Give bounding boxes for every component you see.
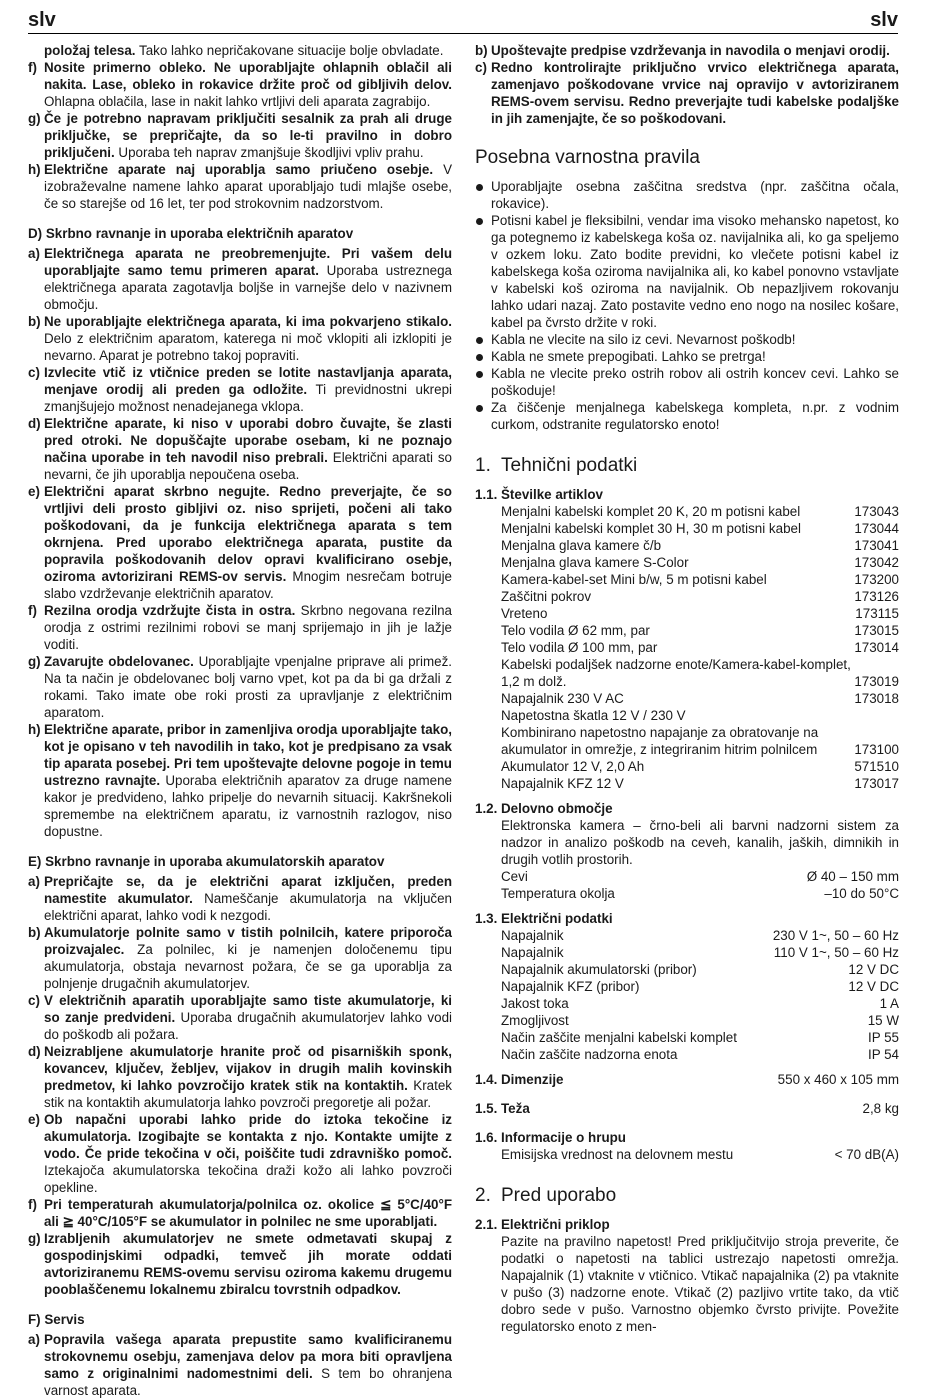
list-item: [28, 873, 452, 924]
item-label: e): [28, 1112, 40, 1127]
table-row: [501, 758, 899, 775]
row-name: Menjalni kabelski komplet 30 H, 30 m potisni kabel: [501, 521, 801, 536]
table-row: [501, 673, 899, 690]
row-name: Napajalnik akumulatorski (pribor): [501, 962, 697, 977]
language-code-left: slv: [28, 9, 56, 31]
list-item: [28, 415, 452, 483]
noise-heading: 1.6. Informacije o hrupu: [475, 1130, 626, 1145]
bullet-text: Uporabljajte osebna zaščitna sredstva (npr. zaščitna očala, rokavice).: [491, 179, 899, 211]
section-e-items: [28, 873, 452, 1298]
item-bold-text: Nosite primerno obleko. Ne uporabljajte ohlapnih oblačil ali nakita. Lase, obleko in rokavice držite proč od gibljivih delov.: [44, 60, 452, 92]
list-item: [475, 59, 899, 127]
item-bold-text: Neizrabljene akumulatorje hranite proč od pisarniških sponk, kovancev, ključev, žebljev, vijakov in drugih malih kovinskih predmetov, ki lahko povzročijo kratek stik na kontaktih.: [44, 1044, 452, 1093]
item-label: h): [28, 162, 41, 177]
item-bold-text: Redno kontrolirajte priključno vrvico električnega aparata, zamenjavo poškodovane vrvice naj opravijo v avtoriziranem REMS-ovem servisu. Redno preverjajte tudi kabelske podaljške in jih zamenjajte, če so poškodovani.: [491, 60, 899, 126]
item-label: c): [28, 993, 40, 1008]
item-bold-text: Rezilna orodja vzdržujte čista in ostra.: [44, 603, 296, 618]
item-bold-text: Ob napačni uporabi lahko pride do iztoka tekočine iz akumulatorja. Izogibajte se kontakta z njo. Kontakte umijte z vodo. Če pride tekočina v oči, poiščite tudi zdravniško pomoč.: [44, 1112, 452, 1161]
row-name: Napajalnik KFZ (pribor): [501, 979, 640, 994]
bullet-item: [475, 212, 899, 331]
item-text: Ti previdnostni ukrepi zmanjšujejo možnost nenadejanega vklopa.: [44, 382, 452, 414]
language-code-right: slv: [870, 9, 898, 31]
row-value: 173042: [854, 555, 899, 570]
table-row: [501, 707, 899, 724]
bullet-text: Kabla ne smete prepogibati. Lahko se pretrga!: [491, 349, 766, 364]
row-value: 173041: [854, 538, 899, 553]
list-item: [28, 653, 452, 721]
row-value: 173014: [854, 640, 899, 655]
item-label: c): [28, 365, 40, 380]
item-bold-text: Če je potrebno napravam priključiti sesalnik za prah ali druge priključke, se prepričajte, da so le-ti pravilno in dobro priključeni.: [44, 111, 452, 160]
bullet-dot-icon: [475, 178, 491, 212]
list-item: [28, 721, 452, 840]
item-text: Delo z električnim aparatom, katerega ni moč vklopiti ali izklopiti je nevarno. Aparat je potrebno takoj popraviti.: [44, 331, 452, 363]
noise-table: [475, 1146, 899, 1163]
item-text: Uporabljajte vpenjalne priprave ali primež. Na ta način je obdelovanec bolj varno vpet, kot pa da bi ga držali z rokami. Tako imate obe roki prosti za upravljanje z električnim aparatom.: [44, 654, 452, 720]
list-item: [28, 1111, 452, 1196]
row-value: 173115: [855, 606, 899, 621]
row-name: Temperatura okolja: [501, 886, 615, 901]
bullet-text: Kabla ne vlecite preko ostrih robov ali ostrih koncev cevi. Lahko se poškoduje!: [491, 366, 899, 398]
bullet-text: Potisni kabel je fleksibilni, vendar ima visoko mehansko napetost, ko ga potegnemo iz kabelskega koša oz. navijalnika ali, ko ga speljemo v ozkem loku. Zato bodite previdni, ko vlečete potisni kabel iz kabelskega koša oziroma navijalnika ali, ko kabel ponovno vstavljate v kabelski koš oziroma na navijalnik. Ob nepazljivem rokovanju lahko udari nazaj. Zato postavite vedno eno nogo na nosilec košare, kabel pa čvrsto držite v roki.: [491, 213, 899, 330]
list-item: [28, 42, 452, 59]
electrical-connection-text: Pazite na pravilno napetost! Pred priključitvijo stroja preverite, če podatki o napetosti na tablici ustrezajo napetosti omrežja. Napajalnik (1) vtaknite v vtičnico. Vtikač napajalnika (2) pa vtaknite v pušo (3) nadzorne enote. Vtikač (2) pazljivo vrtite tako, da vtič dobro sede v pušo. Varnostno objemko čvrsto privijte. Povežite regulatorsko enoto z men-: [501, 1234, 899, 1334]
table-row: [501, 1029, 899, 1046]
section-d-items: [28, 245, 452, 840]
table-row: [501, 639, 899, 656]
row-name: Telo vodila Ø 62 mm, par: [501, 623, 650, 638]
item-text: Tako lahko nepričakovane situacije bolje obvladate.: [135, 43, 444, 58]
row-value: 1 A: [879, 996, 899, 1011]
table-row: [501, 885, 899, 902]
dimensions-value: 550 x 460 x 105 mm: [777, 1072, 899, 1087]
table-row: [501, 656, 899, 673]
item-bold-text: Električne aparate naj uporablja samo priučeno osebje.: [44, 162, 434, 177]
row-name: 1,2 m dolž.: [501, 674, 567, 689]
special-safety-bullets: [475, 178, 899, 433]
item-label: f): [28, 60, 37, 75]
row-value: 173017: [854, 776, 899, 791]
table-row: [501, 690, 899, 707]
item-text: V izobraževalne namene lahko aparat uporabljajo tudi mlajše osebe, če so starejše od 16 let, ter pod strokovnim nadzorstvom.: [44, 162, 452, 211]
item-text: Uporaba električnih aparatov za druge namene kakor je predvideno, lahko pripelje do nevarnih situacij. Kakršnekoli spremembe na električnem aparatu, iz varnostnih razlogov, niso dopustne.: [44, 773, 452, 839]
item-label: b): [475, 43, 488, 58]
row-name: Napajalnik: [501, 945, 564, 960]
row-name: Menjalna glava kamere č/b: [501, 538, 662, 553]
list-item: [28, 1331, 452, 1399]
item-label: e): [28, 484, 40, 499]
row-name: Emisijska vrednost na delovnem mestu: [501, 1147, 734, 1162]
row-name: Način zaščite nadzorna enota: [501, 1047, 678, 1062]
item-bold-text: položaj telesa.: [44, 43, 136, 58]
bullet-item: [475, 178, 899, 212]
row-value: 173015: [854, 623, 899, 638]
item-bold-text: V električnih aparatih uporabljajte samo tiste akumulatorje, ki so zanje predvideni.: [44, 993, 452, 1025]
item-text: Električni aparati so nevarni, če jih uporablja nepoučena oseba.: [44, 450, 452, 482]
row-value: 173200: [854, 572, 899, 587]
row-name: Napetostna škatla 12 V / 230 V: [501, 708, 686, 723]
item-label: b): [28, 314, 41, 329]
table-row: [501, 724, 899, 741]
before-use-heading: 2. Pred uporabo: [475, 1185, 617, 1206]
item-label: f): [28, 603, 37, 618]
item-bold-text: Prepričajte se, da je električni aparat izključen, preden namestite akumulator.: [44, 874, 452, 906]
row-name: Napajalnik: [501, 928, 564, 943]
row-value: 12 V DC: [848, 962, 899, 977]
item-label: a): [28, 1332, 40, 1347]
item-label: g): [28, 654, 41, 669]
electrical-table: [475, 927, 899, 1063]
row-name: Kombinirano napetostno napajanje za obratovanje na: [501, 725, 819, 740]
articles-table: [475, 503, 899, 792]
special-safety-heading: Posebna varnostna pravila: [475, 147, 700, 168]
bullet-text: Kabla ne vlecite na silo iz cevi. Nevarnost poškodb!: [491, 332, 796, 347]
table-row: [501, 537, 899, 554]
list-item: [28, 1043, 452, 1111]
item-text: Uporaba drugačnih akumulatorjev lahko vodi do poškodb ali požara.: [44, 1010, 452, 1042]
row-value: 173044: [854, 521, 899, 536]
row-value: 173126: [854, 589, 899, 604]
item-label: g): [28, 1231, 41, 1246]
list-item: [28, 924, 452, 992]
item-bold-text: Električnega aparata ne preobremenjujte. Pri vašem delu uporabljajte samo temu primeren aparat.: [44, 246, 452, 278]
row-value: 12 V DC: [848, 979, 899, 994]
table-row: [501, 520, 899, 537]
item-bold-text: Ne uporabljajte električnega aparata, ki ima pokvarjeno stikalo.: [44, 314, 452, 329]
item-text: Kratek stik na kontaktih akumulatorja lahko povzroči pregoretje ali požar.: [44, 1078, 452, 1110]
bullet-dot-icon: [475, 212, 491, 331]
item-bold-text: Upoštevajte predpise vzdrževanja in navodila o menjavi orodij.: [491, 43, 890, 58]
item-text: Za polnilec, ki je namenjen določenemu tipu akumulatorja, obstaja nevarnost požara, če se ga uporablja za polnjenje drugačnih akumulatorjev.: [44, 942, 452, 991]
row-name: akumulator in omrežje, z integriranim hitrim polnilcem: [501, 742, 818, 757]
row-name: Jakost toka: [501, 996, 569, 1011]
row-name: Telo vodila Ø 100 mm, par: [501, 640, 658, 655]
item-bold-text: Zavarujte obdelovanec.: [44, 654, 194, 669]
table-row: [501, 1146, 899, 1163]
list-item: [28, 110, 452, 161]
item-label: d): [28, 1044, 41, 1059]
table-row: [501, 503, 899, 520]
section-f-title: F) Servis: [28, 1312, 85, 1327]
section-d-title: D) Skrbno ravnanje in uporaba električnih aparatov: [28, 226, 354, 241]
item-label: a): [28, 874, 40, 889]
item-label: h): [28, 722, 41, 737]
item-bold-text: Akumulatorje polnite samo v tistih polnilcih, katere priporoča proizvajalec.: [44, 925, 452, 957]
row-value: 230 V 1~, 50 – 60 Hz: [772, 928, 899, 943]
row-name: Napajalnik KFZ 12 V: [501, 776, 624, 791]
item-bold-text: Električne aparate, ki niso v uporabi dobro čuvajte, še zlasti pred otroki. Ne dopuščajte uporabe osebam, ki ne poznajo načina uporabe in teh navodil niso prebrali.: [44, 416, 452, 465]
list-item: [28, 364, 452, 415]
bullet-item: [475, 365, 899, 399]
item-text: S tem bo ohranjena varnost aparata.: [44, 1366, 452, 1398]
row-value: Ø 40 – 150 mm: [806, 869, 899, 884]
item-text: Mnogim nesrečam botruje slabo vzdrževanje električnih aparatov.: [44, 569, 452, 601]
right-column: [475, 42, 899, 1335]
item-bold-text: Pri temperaturah akumulatorja/polnilca oz. okolice ≦ 5°C/40°F ali ≧ 40°C/105°F se akumulator in polnilec ne sme uporabljati.: [44, 1197, 452, 1229]
item-label: c): [475, 60, 487, 75]
electrical-connection-heading: 2.1. Električni priklop: [475, 1217, 610, 1232]
item-bold-text: Popravila vašega aparata prepustite samo kvalificiranemu strokovnemu osebju, zamenjava delov pa mora biti opravljena samo z originalnimi nadomestnimi deli.: [44, 1332, 452, 1381]
weight-value: 2,8 kg: [862, 1101, 899, 1116]
row-value: 110 V 1~, 50 – 60 Hz: [773, 945, 899, 960]
electrical-heading: 1.3. Električni podatki: [475, 911, 613, 926]
intro-items: [28, 42, 452, 212]
table-row: [501, 978, 899, 995]
row-name: Cevi: [501, 869, 528, 884]
row-name: Zaščitni pokrov: [501, 589, 592, 604]
table-row: [501, 995, 899, 1012]
list-item: [28, 992, 452, 1043]
tech-data-heading: 1. Tehnični podatki: [475, 455, 638, 476]
row-value: 571510: [854, 759, 899, 774]
continued-items: [475, 42, 899, 127]
articles-heading: 1.1. Številke artiklov: [475, 487, 603, 502]
dimensions-row: 1.4. Dimenzije 550 x 460 x 105 mm: [475, 1072, 899, 1087]
table-row: [501, 1012, 899, 1029]
list-item: [28, 1230, 452, 1298]
row-name: Napajalnik 230 V AC: [501, 691, 624, 706]
row-name: Menjalna glava kamere S-Color: [501, 555, 689, 570]
row-value: IP 55: [867, 1030, 899, 1045]
table-row: [501, 741, 899, 758]
item-bold-text: Izvlecite vtič iz vtičnice preden se lotite nastavljanja aparata, menjave orodij ali preden ga odložite.: [44, 365, 452, 397]
table-row: [501, 571, 899, 588]
item-text: Iztekajoča akumulatorska tekočina draži kožo ali lahko povzroči opekline.: [44, 1163, 452, 1195]
range-description: Elektronska kamera – črno-beli ali barvni nadzorni sistem za nadzor in analizo poškodb na ceveh, kanalih, jaških, dimnikih in drugih votlih prostorih.: [501, 818, 899, 867]
row-value: –10 do 50°C: [824, 886, 899, 901]
page-header: [28, 8, 898, 34]
list-item: [28, 483, 452, 602]
item-text: Skrbno negovana rezilna orodja z ostrimi rezilnimi robovi se manj sprijemajo in jih je lažje voditi.: [44, 603, 452, 652]
bullet-dot-icon: [475, 348, 491, 365]
item-text: Ohlapna oblačila, lase in nakit lahko vrtljivi deli aparata zagrabijo.: [44, 94, 431, 109]
row-value: IP 54: [867, 1047, 899, 1062]
row-name: Kabelski podaljšek nadzorne enote/Kamera-kabel-komplet,: [501, 657, 851, 672]
item-bold-text: Električni aparat skrbno negujte. Redno preverjajte, če so vrtljivi deli prosto gibljivi oz. niso sprijeti, počeni ali tako poškodovani, da je funkcija električnega aparata s tem okrnjena. Pred uporabo električnega aparata, pustite da popravila poškodovanih delov opravi kvalificirano osebje, oziroma avtorizirani REMS-ov servis.: [44, 484, 452, 584]
list-item: [28, 161, 452, 212]
list-item: [28, 602, 452, 653]
list-item: [475, 42, 899, 59]
weight-row: 1.5. Teža 2,8 kg: [475, 1101, 899, 1116]
table-row: [501, 775, 899, 792]
range-table: [475, 868, 899, 902]
bullet-item: [475, 399, 899, 433]
bullet-item: [475, 331, 899, 348]
row-name: Kamera-kabel-set Mini b/w, 5 m potisni kabel: [501, 572, 767, 587]
list-item: [28, 245, 452, 313]
row-value: 173018: [854, 691, 899, 706]
row-name: Akumulator 12 V, 2,0 Ah: [501, 759, 645, 774]
range-heading: 1.2. Delovno območje: [475, 801, 613, 816]
item-bold-text: Izrabljenih akumulatorjev ne smete odmetavati skupaj z gospodinjskimi odpadki, temveč jih morate oddati avtoriziranemu REMS-ovemu servisu oziroma kakemu drugemu pooblaščenemu lokalnemu zbiralcu tovrstnih odpadkov.: [44, 1231, 452, 1297]
item-label: b): [28, 925, 41, 940]
row-value: < 70 dB(A): [834, 1147, 899, 1162]
list-item: [28, 59, 452, 110]
list-item: [28, 1196, 452, 1230]
item-text: Uporaba teh naprav zmanjšuje škodljivi vpliv prahu.: [114, 145, 424, 160]
row-value: 173100: [854, 742, 899, 757]
bullet-dot-icon: [475, 365, 491, 399]
table-row: [501, 927, 899, 944]
row-name: Način zaščite menjalni kabelski komplet: [501, 1030, 737, 1045]
item-text: Uporaba ustreznega električnega aparata zagotavlja boljše in varnejše delo v nazivnem območju.: [44, 263, 453, 312]
bullet-item: [475, 348, 899, 365]
item-text: Nameščanje akumulatorja na vključen električni aparat, lahko vodi k nezgodi.: [44, 891, 452, 923]
table-row: [501, 554, 899, 571]
table-row: [501, 605, 899, 622]
table-row: [501, 868, 899, 885]
table-row: [501, 944, 899, 961]
row-name: Menjalni kabelski komplet 20 K, 20 m potisni kabel: [501, 504, 801, 519]
row-value: 15 W: [867, 1013, 899, 1028]
bullet-text: Za čiščenje menjalnega kabelskega kompleta, n.pr. z vodnim curkom, odstranite regulatorsko enoto!: [491, 400, 899, 432]
row-value: 173019: [854, 674, 899, 689]
table-row: [501, 588, 899, 605]
item-label: d): [28, 416, 41, 431]
table-row: [501, 961, 899, 978]
row-value: 173043: [854, 504, 899, 519]
table-row: [501, 622, 899, 639]
item-label: g): [28, 111, 41, 126]
list-item: [28, 313, 452, 364]
item-label: a): [28, 246, 40, 261]
table-row: [501, 1046, 899, 1063]
item-bold-text: Električne aparate, pribor in zamenljiva orodja uporabljajte tako, kot je opisano v teh navodilih in tako, kot je predpisano za vsak tip aparata posebej. Pri tem upoštevajte delovne pogoje in temu ustrezno ravnajte.: [44, 722, 452, 788]
left-column: [28, 42, 452, 1399]
bullet-dot-icon: [475, 331, 491, 348]
item-label: f): [28, 1197, 37, 1212]
section-f-items: [28, 1331, 452, 1399]
section-e-title: E) Skrbno ravnanje in uporaba akumulatorskih aparatov: [28, 854, 385, 869]
row-name: Zmogljivost: [501, 1013, 569, 1028]
bullet-dot-icon: [475, 399, 491, 433]
row-name: Vreteno: [501, 606, 548, 621]
